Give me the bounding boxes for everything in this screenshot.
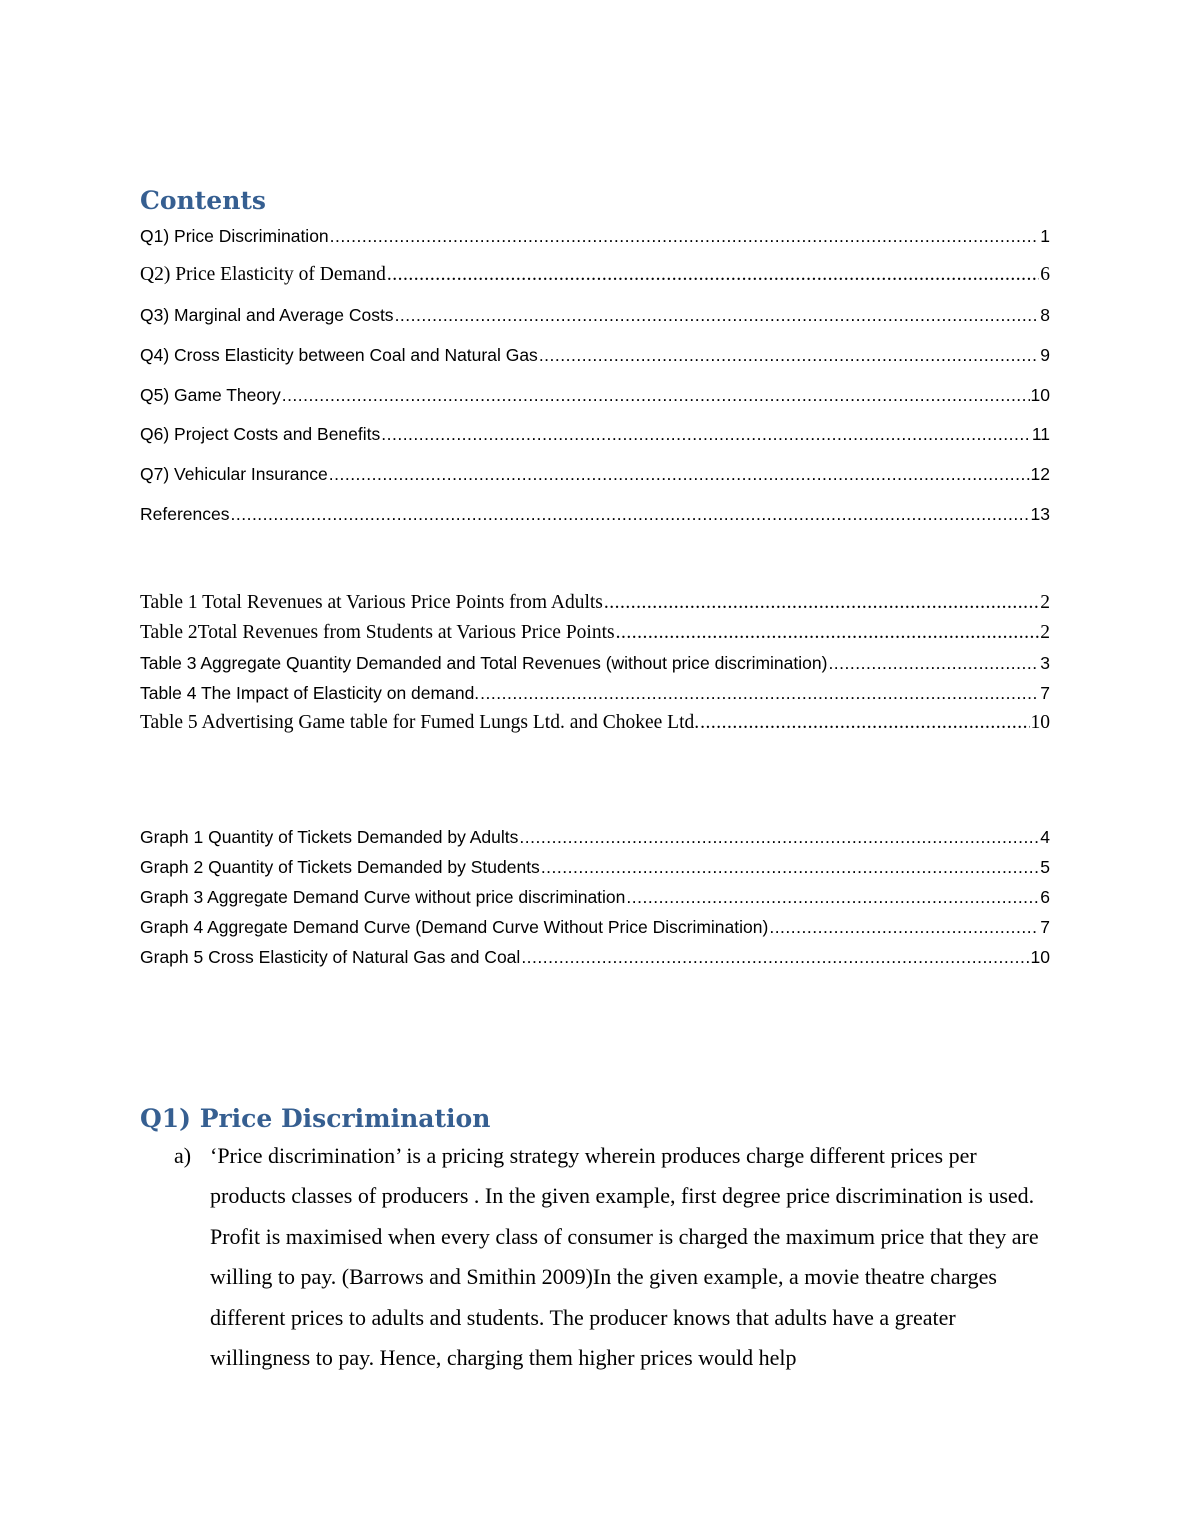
table-entry-label: Table 5 Advertising Game table for Fumed Lungs Ltd. and Chokee Ltd. [140, 712, 700, 733]
graph-entry[interactable] [140, 887, 1050, 908]
dot-leader [381, 424, 1031, 445]
graph-entry-label: Graph 2 Quantity of Tickets Demanded by Students [140, 857, 540, 877]
toc-page-number: 1 [1040, 226, 1050, 246]
toc-page-number: 9 [1040, 345, 1050, 365]
graph-entry-label: Graph 4 Aggregate Demand Curve (Demand Curve Without Price Discrimination) [140, 917, 769, 937]
graph-entry-label: Graph 1 Quantity of Tickets Demanded by Adults [140, 827, 519, 847]
toc-entry[interactable] [140, 345, 1050, 366]
graph-page-number: 7 [1040, 917, 1050, 937]
dot-leader [387, 264, 1039, 286]
section-body-list [140, 1136, 1040, 1378]
graph-entry-label: Graph 5 Cross Elasticity of Natural Gas and Coal [140, 947, 521, 967]
toc-page-number: 10 [1030, 385, 1050, 405]
list-item [140, 1136, 1040, 1378]
toc-entry-label: Q6) Project Costs and Benefits [140, 424, 381, 444]
section-heading-q1: Q1) Price Discrimination [140, 1104, 491, 1133]
graph-entry[interactable] [140, 947, 1050, 968]
table-entry[interactable] [140, 592, 1050, 614]
table-entry[interactable] [140, 683, 1050, 704]
dot-leader [769, 917, 1039, 938]
graph-entry[interactable] [140, 827, 1050, 848]
toc-entry-label: Q2) Price Elasticity of Demand [140, 264, 386, 285]
toc-entry[interactable] [140, 385, 1050, 406]
table-page-number: 2 [1040, 622, 1050, 643]
dot-leader [329, 464, 1030, 485]
toc-page-number: 11 [1031, 424, 1050, 444]
dot-leader [231, 504, 1030, 525]
toc-entry[interactable] [140, 305, 1050, 326]
contents-title: Contents [140, 186, 267, 215]
table-page-number: 2 [1040, 592, 1050, 613]
table-page-number: 7 [1040, 683, 1050, 703]
dot-leader [521, 947, 1029, 968]
dot-leader [626, 887, 1039, 908]
dot-leader [541, 857, 1039, 878]
toc-page-number: 8 [1040, 305, 1050, 325]
table-entry-label: Table 2Total Revenues from Students at Various Price Points [140, 622, 615, 643]
graph-entry[interactable] [140, 857, 1050, 878]
table-entry[interactable] [140, 622, 1050, 644]
dot-leader [480, 683, 1039, 704]
toc-entry[interactable] [140, 264, 1050, 286]
table-page-number: 3 [1040, 653, 1050, 673]
dot-leader [282, 385, 1030, 406]
toc-entry[interactable] [140, 424, 1050, 445]
toc-entry-label: Q5) Game Theory [140, 385, 281, 405]
table-entry-label: Table 4 The Impact of Elasticity on demand. [140, 683, 480, 703]
toc-entry-label: Q4) Cross Elasticity between Coal and Natural Gas [140, 345, 538, 365]
body-paragraph: ‘Price discrimination’ is a pricing strategy wherein produces charge different prices per products classes of producers . In the given example, first degree price discrimination is used. Profit is maximised when every class of consumer is charged the maximum price that they are willing to pay. (Barrows and Smithin 2009)In the given example, a movie theatre charges different prices to adults and students. The producer knows that adults have a greater willingness to pay. Hence, charging them higher prices would help [210, 1143, 1039, 1371]
toc-page-number: 13 [1030, 504, 1050, 524]
list-marker: a) [174, 1143, 192, 1168]
table-entry[interactable] [140, 653, 1050, 674]
table-page-number: 10 [1030, 712, 1050, 733]
graph-page-number: 4 [1040, 827, 1050, 847]
dot-leader [395, 305, 1040, 326]
dot-leader [616, 622, 1040, 644]
dot-leader [519, 827, 1039, 848]
toc-entry-label: Q7) Vehicular Insurance [140, 464, 328, 484]
dot-leader [330, 226, 1040, 247]
toc-entry-label: References [140, 504, 230, 524]
toc-entry-label: Q1) Price Discrimination [140, 226, 329, 246]
dot-leader [828, 653, 1039, 674]
graph-page-number: 5 [1040, 857, 1050, 877]
toc-entry-label: Q3) Marginal and Average Costs [140, 305, 394, 325]
graph-page-number: 6 [1040, 887, 1050, 907]
toc-entry[interactable] [140, 226, 1050, 247]
graph-entry-label: Graph 3 Aggregate Demand Curve without price discrimination [140, 887, 626, 907]
toc-entry[interactable] [140, 464, 1050, 485]
table-entry-label: Table 3 Aggregate Quantity Demanded and Total Revenues (without price discrimination) [140, 653, 828, 673]
graph-page-number: 10 [1030, 947, 1050, 967]
table-entry[interactable] [140, 712, 1050, 734]
toc-page-number: 6 [1040, 264, 1050, 285]
table-entry-label: Table 1 Total Revenues at Various Price Points from Adults [140, 592, 603, 613]
toc-page-number: 12 [1030, 464, 1050, 484]
toc-entry[interactable] [140, 504, 1050, 525]
graph-entry[interactable] [140, 917, 1050, 938]
dot-leader [539, 345, 1039, 366]
dot-leader [604, 592, 1039, 614]
dot-leader [700, 712, 1029, 734]
